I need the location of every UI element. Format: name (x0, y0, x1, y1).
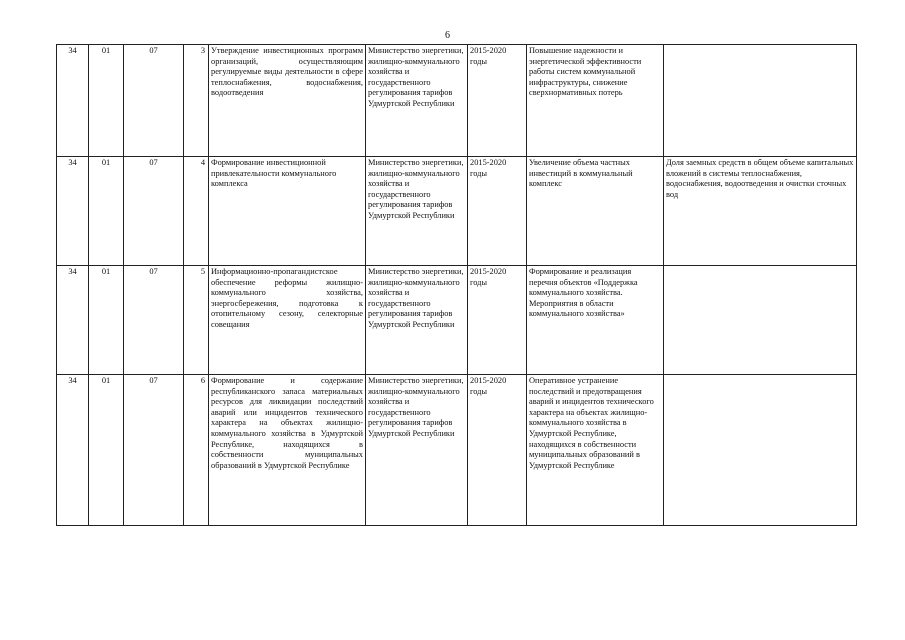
indicator-cell: Доля заемных средств в общем объеме капитальных вложений в системы теплоснабжения, водоснабжения, водоотведения и очистки сточных вод (664, 157, 857, 266)
code-gp-cell: 34 (57, 266, 89, 375)
measure-name-cell: Информационно-пропагандистское обеспечение реформы жилищно-коммунального хозяйства, энергосбережения, подготовка к отопительному сезону, селекторные совещания (209, 266, 366, 375)
code-om-cell: 07 (124, 157, 184, 266)
executor-cell: Министерство энергетики, жилищно-коммунального хозяйства и государственного регулирования тарифов Удмуртской Республики (366, 45, 468, 157)
table-row (57, 157, 857, 266)
result-cell: Оперативное устранение последствий и предотвращения аварий и инцидентов технического характера на объектах жилищно-коммунального хозяйства в Удмуртской Республике, находящихся в собственности муниципальных образований в Удмуртской Республике (527, 375, 664, 526)
code-gp-cell: 34 (57, 375, 89, 526)
code-gp-cell: 34 (57, 157, 89, 266)
code-gp-cell: 34 (57, 45, 89, 157)
table-row (57, 266, 857, 375)
indicator-cell (664, 266, 857, 375)
period-cell: 2015-2020 годы (468, 266, 527, 375)
code-om-cell: 07 (124, 375, 184, 526)
page-number: 6 (445, 30, 450, 41)
result-cell: Формирование и реализация перечня объектов «Поддержка коммунального хозяйства. Мероприятия в области коммунального хозяйства» (527, 266, 664, 375)
code-m-cell: 6 (184, 375, 209, 526)
code-pp-cell: 01 (89, 266, 124, 375)
code-m-cell: 3 (184, 45, 209, 157)
table-row (57, 375, 857, 526)
code-pp-cell: 01 (89, 45, 124, 157)
indicator-cell (664, 45, 857, 157)
result-cell: Повышение надежности и энергетической эффективности работы систем коммунальной инфраструктуры, снижение сверхнормативных потерь (527, 45, 664, 157)
measures-table (56, 44, 857, 526)
code-pp-cell: 01 (89, 157, 124, 266)
executor-cell: Министерство энергетики, жилищно-коммунального хозяйства и государственного регулирования тарифов Удмуртской Республики (366, 375, 468, 526)
period-cell: 2015-2020 годы (468, 157, 527, 266)
period-cell: 2015-2020 годы (468, 45, 527, 157)
indicator-cell (664, 375, 857, 526)
measure-name-cell: Формирование и содержание республиканского запаса материальных ресурсов для ликвидации последствий аварий или инцидентов технического характера на объектах жилищно-коммунального хозяйства в Удмуртской Республике, находящихся в собственности муниципальных образований в Удмуртской Республике (209, 375, 366, 526)
code-m-cell: 5 (184, 266, 209, 375)
code-om-cell: 07 (124, 45, 184, 157)
measure-name-cell: Утверждение инвестиционных программ организаций, осуществляющим регулируемые виды деятельности в сфере теплоснабжения, водоснабжения, водоотведения (209, 45, 366, 157)
period-cell: 2015-2020 годы (468, 375, 527, 526)
executor-cell: Министерство энергетики, жилищно-коммунального хозяйства и государственного регулирования тарифов Удмуртской Республики (366, 266, 468, 375)
code-m-cell: 4 (184, 157, 209, 266)
executor-cell: Министерство энергетики, жилищно-коммунального хозяйства и государственного регулирования тарифов Удмуртской Республики (366, 157, 468, 266)
code-om-cell: 07 (124, 266, 184, 375)
measure-name-cell: Формирование инвестиционной привлекательности коммунального комплекса (209, 157, 366, 266)
code-pp-cell: 01 (89, 375, 124, 526)
result-cell: Увеличение объема частных инвестиций в коммунальный комплекс (527, 157, 664, 266)
table-row (57, 45, 857, 157)
